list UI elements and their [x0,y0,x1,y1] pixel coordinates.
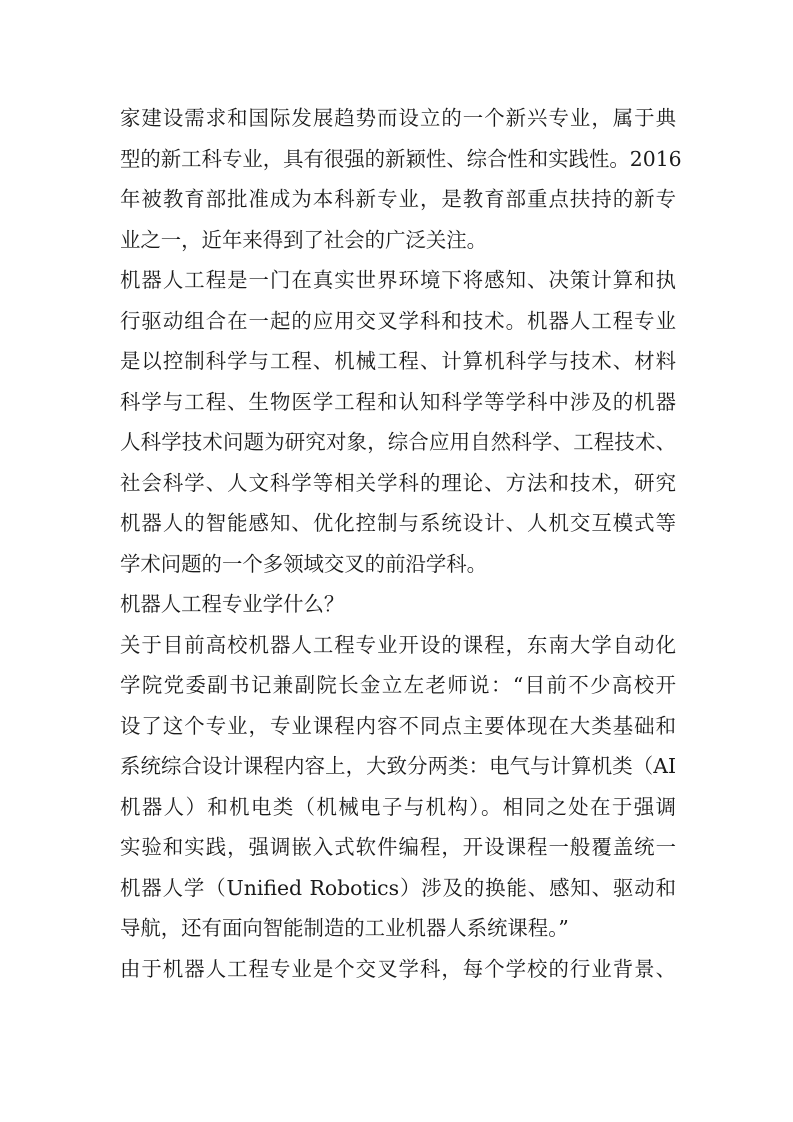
text-line: 机器人学（Unified Robotics）涉及的换能、感知、驱动和 [120,875,676,900]
heading-text: 机器人工程专业学什么？ [120,592,345,616]
text-line: 实验和实践，强调嵌入式软件编程，开设课程一般覆盖统一 [120,835,676,859]
text-line: 关于目前高校机器人工程专业开设的课程，东南大学自动化 [120,632,676,657]
text-line: 业之一，近年来得到了社会的广泛关注。 [120,227,488,252]
text-line: 系统综合设计课程内容上，大致分两类：电气与计算机类（AI [120,754,676,778]
text-line: 由于机器人工程专业是个交叉学科，每个学校的行业背景、 [120,956,676,981]
paragraph-definition [120,260,676,584]
text-line: 年被教育部批准成为本科新专业，是教育部重点扶持的新专 [120,187,676,211]
text-line: 学院党委副书记兼副院长金立左老师说：“目前不少高校开 [120,673,676,697]
paragraph-intro-continuation [120,98,682,260]
document-page [120,98,682,989]
text-line: 人科学技术问题为研究对象，综合应用自然科学、工程技术、 [120,430,676,454]
text-line: 机器人）和机电类（机械电子与机构）。相同之处在于强调 [120,794,676,819]
text-line: 社会科学、人文科学等相关学科的理论、方法和技术，研究 [120,470,676,495]
text-line: 是以控制科学与工程、机械工程、计算机科学与技术、材料 [120,349,676,373]
text-line: 家建设需求和国际发展趋势而设立的一个新兴专业，属于典 [120,106,676,130]
text-line: 机器人工程是一门在真实世界环境下将感知、决策计算和执 [120,268,676,292]
text-line: 机器人的智能感知、优化控制与系统设计、人机交互模式等 [120,511,676,535]
paragraph-trailing [120,949,676,990]
text-line: 行驱动组合在一起的应用交叉学科和技术。机器人工程专业 [120,308,676,333]
text-line: 科学与工程、生物医学工程和认知科学等学科中涉及的机器 [120,389,676,414]
paragraph-quote [120,625,676,949]
text-line: 型的新工科专业，具有很强的新颖性、综合性和实践性。2016 [120,146,682,171]
text-line: 设了这个专业，专业课程内容不同点主要体现在大类基础和 [120,713,676,738]
text-line: 学术问题的一个多领域交叉的前沿学科。 [120,551,488,576]
section-heading [120,584,676,625]
text-line: 导航，还有面向智能制造的工业机器人系统课程。” [120,916,569,940]
